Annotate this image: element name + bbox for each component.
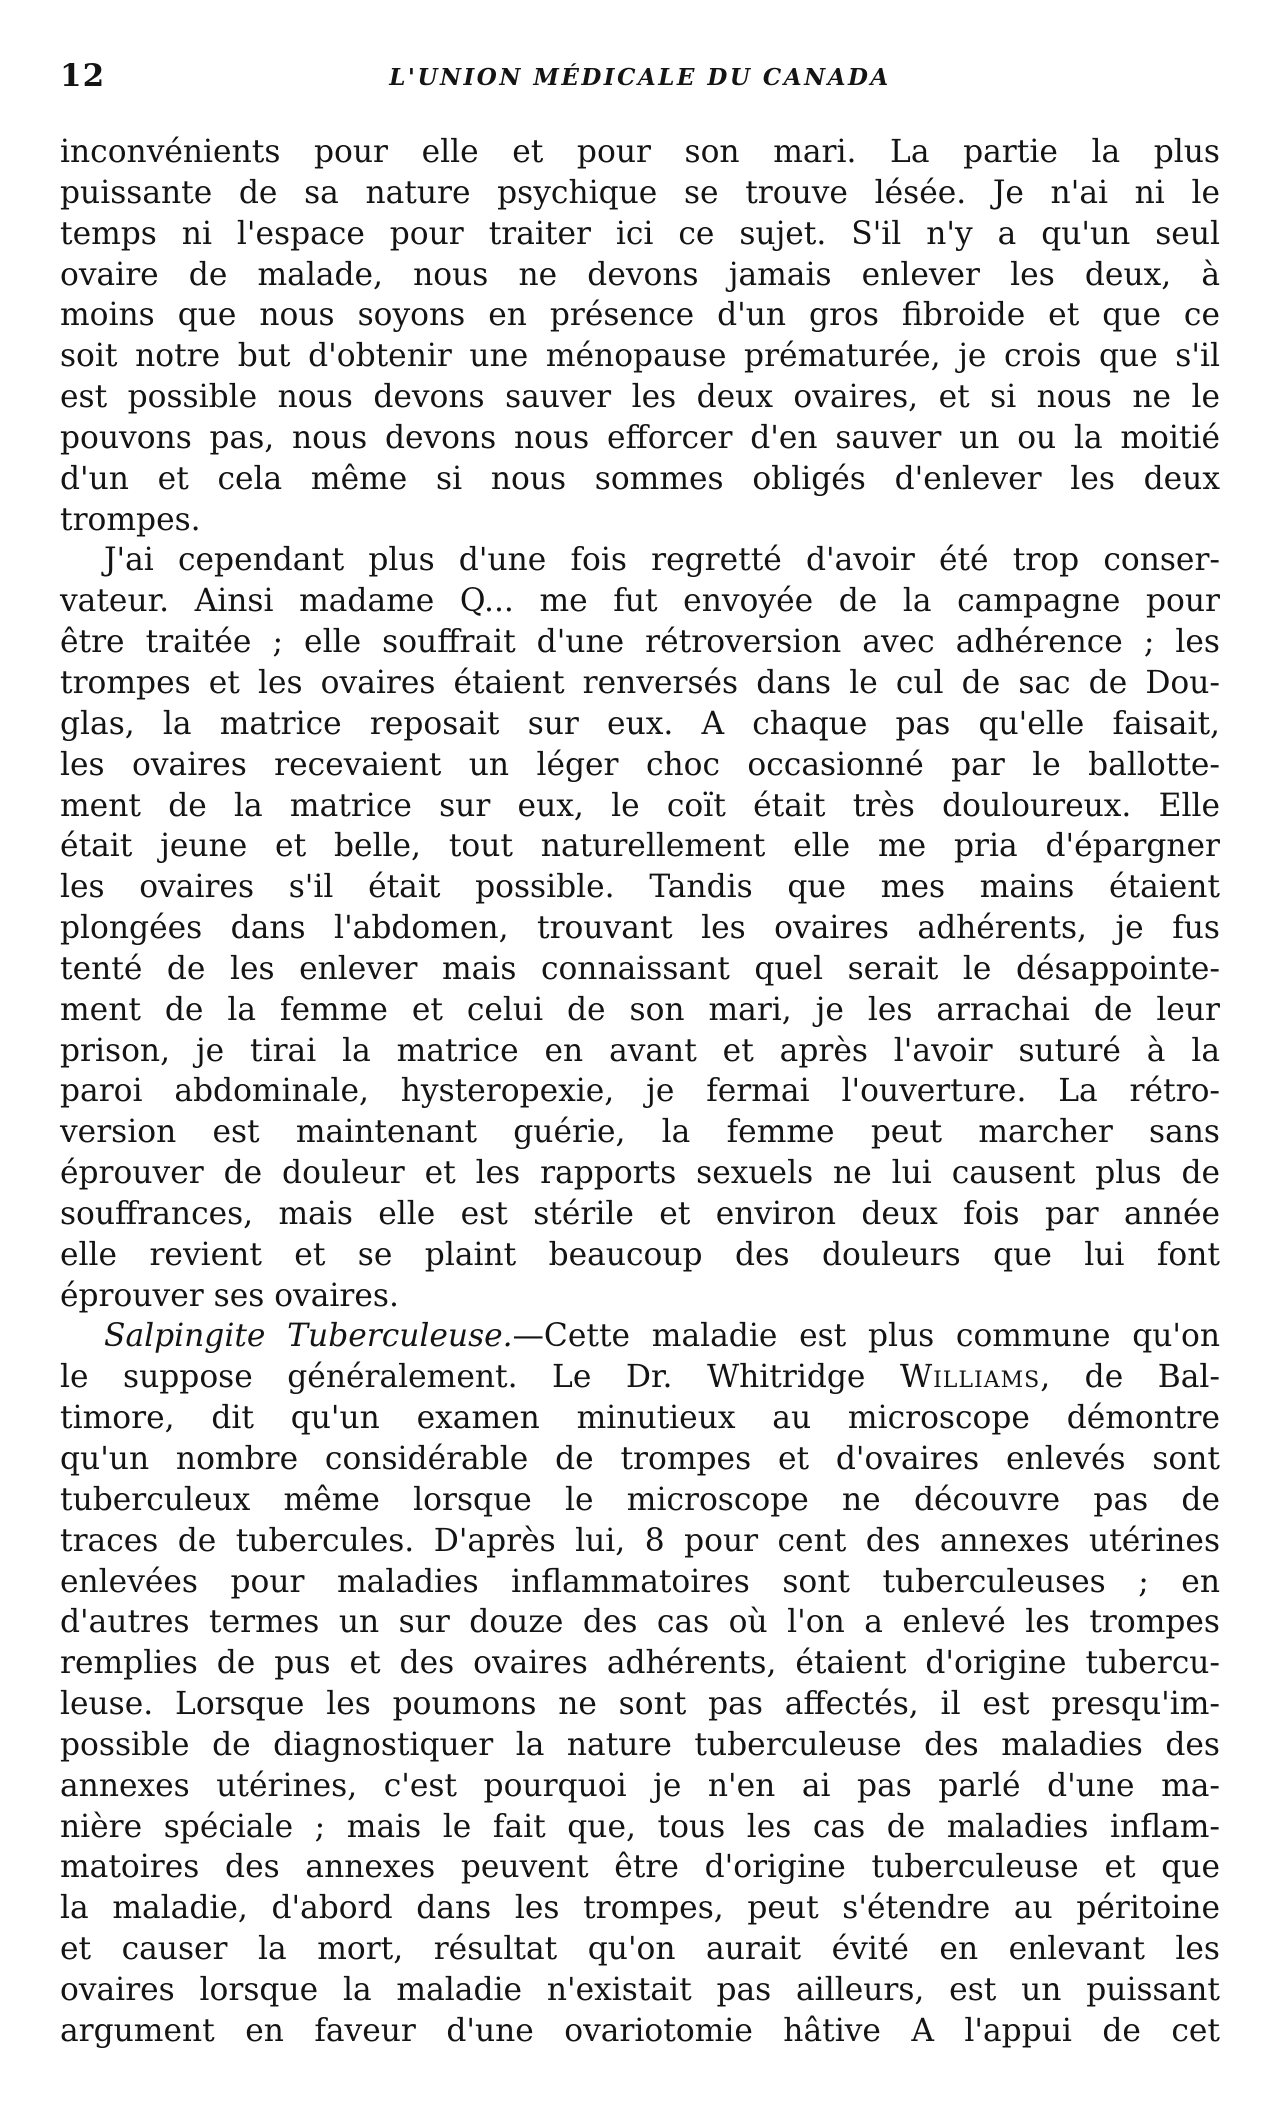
section-lead-italic: Salpingite Tuberculeuse. [104,1318,513,1355]
text-line: vateur. Ainsi madame Q... me fut envoyée de la campagne pour [60,583,1220,620]
paragraph-3 [60,1316,1220,2051]
text-line: timore, dit qu'un examen minutieux au microscope démontre [60,1400,1220,1437]
text-run: , de Bal- [1040,1359,1220,1396]
text-line: traces de tubercules. D'après lui, 8 pour cent des annexes utérines [60,1522,1220,1559]
text-line: leuse. Lorsque les poumons ne sont pas affectés, il est presqu'im- [60,1686,1220,1723]
text-line: éprouver ses ovaires. [60,1277,399,1314]
page-header [60,58,1220,98]
text-line: elle revient et se plaint beaucoup des douleurs que lui font [60,1236,1220,1273]
text-line: inconvénients pour elle et pour son mari. La partie la plus [60,134,1220,170]
article-body [60,132,1220,2052]
text-line [60,1316,1220,1357]
text-line: les ovaires recevaient un léger choc occasionné par le ballotte- [60,746,1220,783]
text-line: remplies de pus et des ovaires adhérents, étaient d'origine tubercu- [60,1645,1220,1682]
text-line: souffrances, mais elle est stérile et environ deux fois par année [60,1195,1220,1232]
text-line: paroi abdominale, hysteropexie, je fermai l'ouverture. La rétro- [60,1073,1220,1110]
text-run: le suppose généralement. Le Dr. Whitridge [60,1359,900,1396]
text-line: être traitée ; elle souffrait d'une rétroversion avec adhérence ; les [60,624,1220,661]
text-line: est possible nous devons sauver les deux ovaires, et si nous ne le [60,379,1220,416]
text-line: la maladie, d'abord dans les trompes, peut s'étendre au péritoine [60,1890,1220,1927]
text-line: glas, la matrice reposait sur eux. A chaque pas qu'elle faisait, [60,705,1220,742]
text-line: ovaire de malade, nous ne devons jamais enlever les deux, à [60,256,1220,293]
text-line: annexes utérines, c'est pourquoi je n'en ai pas parlé d'une ma- [60,1767,1220,1804]
text-line: les ovaires s'il était possible. Tandis que mes mains étaient [60,869,1220,906]
text-line: éprouver de douleur et les rapports sexuels ne lui causent plus de [60,1155,1220,1192]
text-line: moins que nous soyons en présence d'un gros fibroide et que ce [60,297,1220,334]
text-line: pouvons pas, nous devons nous efforcer d'en sauver un ou la moitié [60,419,1220,456]
text-line: plongées dans l'abdomen, trouvant les ovaires adhérents, je fus [60,910,1220,947]
text-line: et causer la mort, résultat qu'on aurait évité en enlevant les [60,1931,1220,1968]
text-line: ment de la matrice sur eux, le coït était très douloureux. Elle [60,787,1220,824]
page-number: 12 [60,58,106,94]
text-run: —Cette maladie est plus commune qu'on [512,1318,1220,1355]
text-line: trompes. [60,501,201,538]
text-line: tuberculeux même lorsque le microscope ne découvre pas de [60,1481,1220,1518]
author-name: Williams [899,1359,1041,1396]
text-line: enlevées pour maladies inflammatoires sont tuberculeuses ; en [60,1563,1220,1600]
text-line: d'autres termes un sur douze des cas où l'on a enlevé les trompes [60,1604,1220,1641]
text-line: ment de la femme et celui de son mari, je les arrachai de leur [60,991,1220,1028]
running-title: L'UNION MÉDICALE DU CANADA [389,64,891,91]
text-line: version est maintenant guérie, la femme peut marcher sans [60,1114,1220,1151]
text-line: matoires des annexes peuvent être d'origine tuberculeuse et que [60,1849,1220,1886]
text-line: prison, je tirai la matrice en avant et après l'avoir suturé à la [60,1032,1220,1069]
text-line: tenté de les enlever mais connaissant quel serait le désappointe- [60,950,1220,987]
text-line: temps ni l'espace pour traiter ici ce sujet. S'il n'y a qu'un seul [60,215,1220,252]
text-line: d'un et cela même si nous sommes obligés d'enlever les deux [60,460,1220,497]
text-line: puissante de sa nature psychique se trouve lésée. Je n'ai ni le [60,174,1220,211]
text-line: était jeune et belle, tout naturellement elle me pria d'épargner [60,828,1220,865]
text-line: soit notre but d'obtenir une ménopause prématurée, je crois que s'il [60,338,1220,375]
text-line [60,1357,1220,1398]
text-line: argument en faveur d'une ovariotomie hâtive A l'appui de cet [60,2012,1220,2049]
text-line: J'ai cependant plus d'une fois regretté d'avoir été trop conser- [104,542,1220,579]
text-line: qu'un nombre considérable de trompes et d'ovaires enlevés sont [60,1441,1220,1477]
text-line: trompes et les ovaires étaient renversés dans le cul de sac de Dou- [60,664,1220,701]
paragraph-1 [60,132,1220,540]
text-line: nière spéciale ; mais le fait que, tous les cas de maladies inflam- [60,1808,1220,1845]
paragraph-2 [60,540,1220,1316]
text-line: ovaires lorsque la maladie n'existait pas ailleurs, est un puissant [60,1971,1220,2008]
text-line: possible de diagnostiquer la nature tuberculeuse des maladies des [60,1726,1220,1763]
